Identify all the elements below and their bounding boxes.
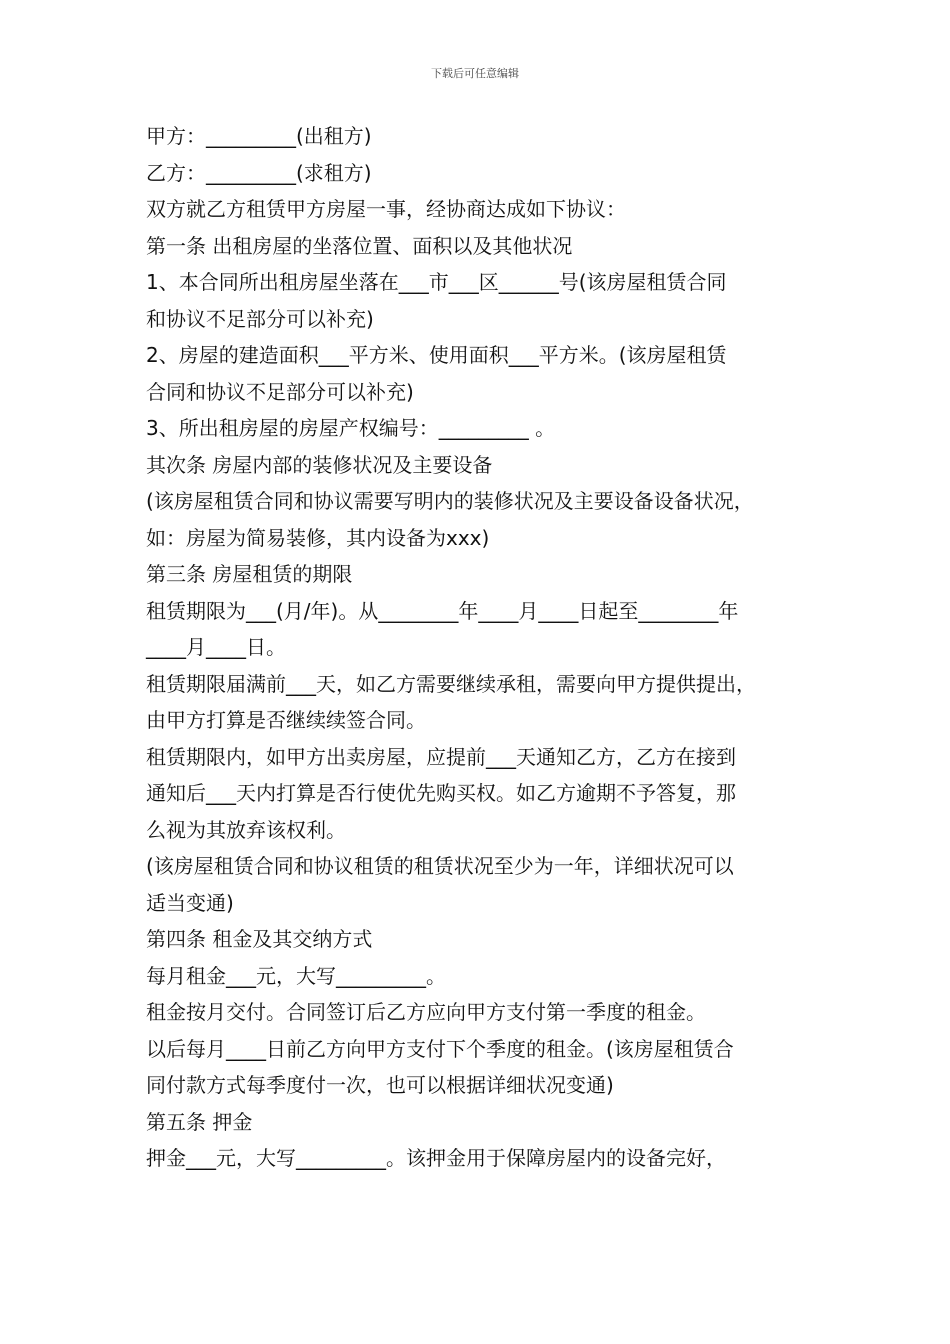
article-3-note: (该房屋租赁合同和协议租赁的租赁状况至少为一年，详细状况可以	[146, 854, 734, 878]
article-4-quarterly: 以后每月____日前乙方向甲方支付下个季度的租金。(该房屋租赁合	[146, 1036, 734, 1061]
article-3-term-cont: ____月____日。	[146, 635, 286, 659]
line-party-a: 甲方：_________(出租方)	[146, 124, 372, 148]
article-2-note-cont: 如：房屋为简易装修，其内设备为xxx)	[146, 525, 490, 550]
article-3-term: 租赁期限为___(月/年)。从________年____月____日起至________年	[146, 598, 739, 623]
article-2-note: (该房屋租赁合同和协议需要写明内的装修状况及主要设备设备状况，	[146, 489, 754, 513]
article-1-item-1-cont: 和协议不足部分可以补充)	[146, 306, 374, 331]
article-5-heading: 第五条 押金	[146, 1109, 253, 1134]
article-1-item-3: 3、所出租房屋的房屋产权编号：_________ 。	[146, 416, 556, 440]
article-1-item-2: 2、房屋的建造面积___平方米、使用面积___平方米。(该房屋租赁	[146, 343, 727, 367]
article-1-item-1: 1、本合同所出租房屋坐落在___市___区______号(该房屋租赁合同	[146, 270, 727, 294]
article-4-rent: 每月租金___元，大写_________。	[146, 963, 446, 988]
article-4-quarterly-cont: 同付款方式每季度付一次，也可以根据详细状况变通)	[146, 1073, 614, 1097]
line-party-b: 乙方：_________(求租方)	[146, 160, 372, 185]
article-2-heading: 其次条 房屋内部的装修状况及主要设备	[146, 452, 493, 477]
article-1-item-2-cont: 合同和协议不足部分可以补充)	[146, 379, 414, 404]
article-3-note-cont: 适当变通)	[146, 890, 234, 915]
article-3-sale-cont-2: 么视为其放弃该权利。	[146, 817, 346, 842]
document-body	[146, 118, 818, 1177]
article-5-deposit: 押金___元，大写_________。该押金用于保障房屋内的设备完好，	[146, 1146, 726, 1170]
article-4-payment: 租金按月交付。合同签订后乙方应向甲方支付第一季度的租金。	[146, 1000, 706, 1024]
line-preamble: 双方就乙方租赁甲方房屋一事，经协商达成如下协议：	[146, 197, 626, 221]
article-3-sale-cont: 通知后___天内打算是否行使优先购买权。如乙方逾期不予答复，那	[146, 781, 736, 805]
article-3-heading: 第三条 房屋租赁的期限	[146, 562, 353, 586]
article-3-renewal: 租赁期限届满前___天，如乙方需要继续承租，需要向甲方提供提出，	[146, 671, 756, 696]
article-3-sale: 租赁期限内，如甲方出卖房屋，应提前___天通知乙方，乙方在接到	[146, 744, 736, 769]
article-4-heading: 第四条 租金及其交纳方式	[146, 927, 373, 951]
page-header: 下载后可任意编辑	[431, 67, 519, 80]
article-3-renewal-cont: 由甲方打算是否继续续签合同。	[146, 708, 426, 732]
article-1-heading: 第一条 出租房屋的坐落位置、面积以及其他状况	[146, 233, 573, 258]
